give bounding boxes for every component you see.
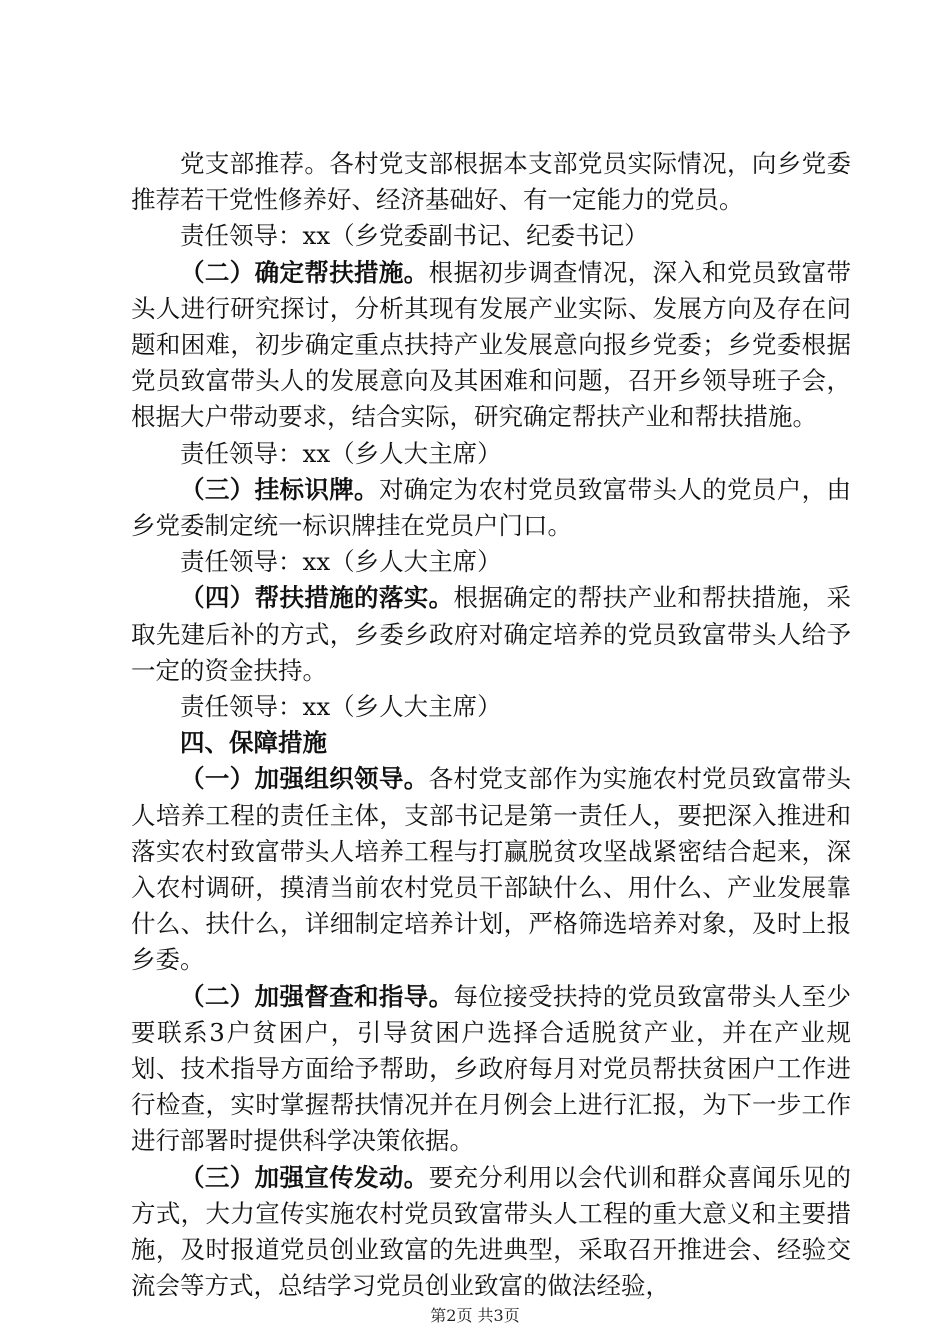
responsible-leader-line: 责任领导：xx（乡党委副书记、纪委书记） xyxy=(180,221,649,251)
body-text xyxy=(131,146,851,1305)
responsible-leader-line: 责任领导：xx（乡人大主席） xyxy=(180,438,502,468)
paragraph-heading: （三）加强宣传发动。 xyxy=(180,1162,429,1192)
paragraph-heading: （二）确定帮扶措施。 xyxy=(180,257,429,287)
paragraph: （二）加强督查和指导。每位接受扶持的党员致富带头人至少要联系3户贫困户，引导贫困户选择合适脱贫产业，并在产业规划、技术指导方面给予帮助，乡政府每月对党员帮扶贫困户工作进行检查，实时掌握帮扶情况并在月例会上进行汇报，为下一步工作进行部署时提供科学决策依据。 xyxy=(131,981,852,1156)
page-footer xyxy=(0,1303,950,1326)
paragraph-heading: （四）帮扶措施的落实。 xyxy=(180,583,454,613)
responsible-leader-line: 责任领导：xx（乡人大主席） xyxy=(180,692,502,722)
responsible-leader-line: 责任领导：xx（乡人大主席） xyxy=(180,547,502,577)
paragraph-heading: （三）挂标识牌。 xyxy=(180,474,379,504)
paragraph: （二）确定帮扶措施。根据初步调查情况，深入和党员致富带头人进行研究探讨，分析其现有发展产业实际、发展方向及存在问题和困难，初步确定重点扶持产业发展意向报乡党委；乡党委根据党员致富带头人的发展意向及其困难和问题，召开乡领导班子会，根据大户带动要求，结合实际，研究确定帮扶产业和帮扶措施。 xyxy=(131,257,852,432)
paragraph: （三）挂标识牌。对确定为农村党员致富带头人的党员户，由乡党委制定统一标识牌挂在党员户门口。 xyxy=(131,474,852,541)
paragraph: 党支部推荐。各村党支部根据本支部党员实际情况，向乡党委推荐若干党性修养好、经济基础好、有一定能力的党员。 xyxy=(131,149,851,215)
paragraph: （三）加强宣传发动。要充分利用以会代训和群众喜闻乐见的方式，大力宣传实施农村党员致富带头人工程的重大意义和主要措施，及时报道党员创业致富的先进典型，采取召开推进会、经验交流会等方式，总结学习党员创业致富的做法经验， xyxy=(131,1162,852,1301)
page-number: 第2页 共3页 xyxy=(430,1306,520,1325)
paragraph: （四）帮扶措施的落实。根据确定的帮扶产业和帮扶措施，采取先建后补的方式，乡委乡政府对确定培养的党员致富带头人给予一定的资金扶持。 xyxy=(131,583,852,685)
paragraph-heading: （一）加强组织领导。 xyxy=(180,764,429,794)
section-heading xyxy=(131,725,851,761)
paragraph-heading: （二）加强督查和指导。 xyxy=(180,981,454,1011)
paragraph: （一）加强组织领导。各村党支部作为实施农村党员致富带头人培养工程的责任主体，支部书记是第一责任人，要把深入推进和落实农村致富带头人培养工程与打赢脱贫攻坚战紧密结合起来，深入农村调研，摸清当前农村党员干部缺什么、用什么、产业发展靠什么、扶什么，详细制定培养计划，严格筛选培养对象，及时上报乡委。 xyxy=(131,764,852,975)
section-title: 四、保障措施 xyxy=(180,728,327,758)
